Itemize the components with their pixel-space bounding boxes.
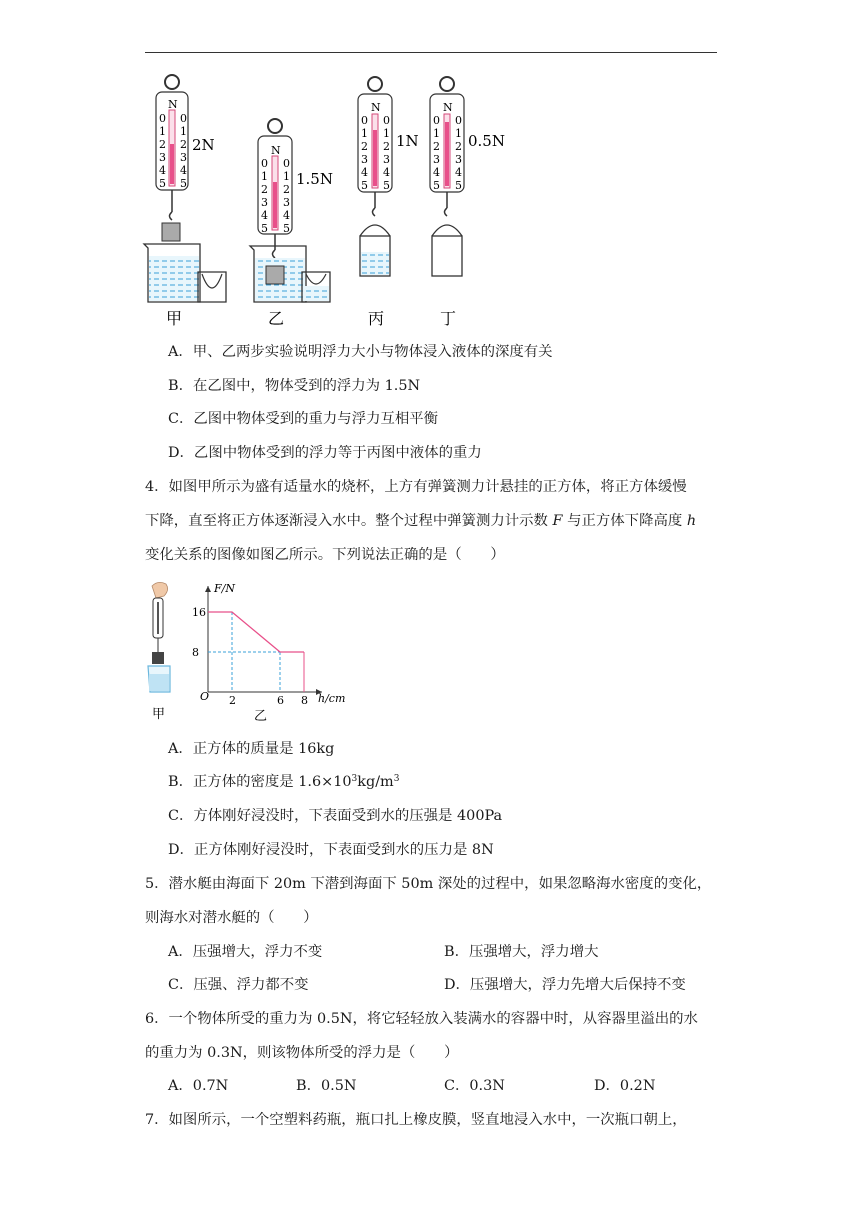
hand-scale-illustration <box>148 582 170 722</box>
q4-option-b[interactable]: B．正方体的密度是 $1.6\times 10^3kg/m^3$ <box>168 774 400 790</box>
svg-text:1: 1 <box>261 170 268 183</box>
reading-ding: 0.5N <box>468 132 505 150</box>
reading-jia: 2N <box>192 136 215 154</box>
svg-text:4: 4 <box>159 164 166 177</box>
scale-ding <box>430 77 505 328</box>
svg-text:3: 3 <box>361 153 368 166</box>
svg-text:0: 0 <box>261 157 268 170</box>
svg-text:1: 1 <box>455 127 462 140</box>
y-tick-label: 8 <box>192 646 199 659</box>
scale-jia <box>144 75 226 328</box>
svg-text:5: 5 <box>261 222 268 235</box>
svg-text:5: 5 <box>159 177 166 190</box>
svg-text:5: 5 <box>283 222 290 235</box>
svg-text:3: 3 <box>283 196 290 209</box>
header-rule <box>145 52 717 53</box>
svg-text:1: 1 <box>283 170 290 183</box>
x-tick-label: 2 <box>229 694 236 707</box>
q4-stem-line3: 变化关系的图像如图乙所示。下列说法正确的是（ ） <box>145 547 505 563</box>
q7-stem-line1: 7．如图所示，一个空塑料药瓶，瓶口扎上橡皮膜，竖直地浸入水中，一次瓶口朝上， <box>145 1112 687 1128</box>
svg-text:2: 2 <box>383 140 390 153</box>
q5-option-c[interactable]: C．压强、浮力都不变 <box>168 977 309 993</box>
svg-text:5: 5 <box>383 179 390 192</box>
q6-option-c[interactable]: C．0.3N <box>444 1078 505 1094</box>
q5-option-d[interactable]: D．压强增大，浮力先增大后保持不变 <box>444 977 686 993</box>
svg-text:2: 2 <box>361 140 368 153</box>
svg-text:2: 2 <box>283 183 290 196</box>
svg-text:0: 0 <box>180 112 187 125</box>
q3-option-a[interactable]: A．甲、乙两步实验说明浮力大小与物体浸入液体的深度有关 <box>168 344 553 360</box>
svg-text:0: 0 <box>433 114 440 127</box>
force-height-chart <box>192 582 345 724</box>
y-axis-label: F/N <box>214 582 235 595</box>
q3-option-c[interactable]: C．乙图中物体受到的重力与浮力互相平衡 <box>168 411 439 427</box>
svg-text:1: 1 <box>361 127 368 140</box>
svg-text:3: 3 <box>180 151 187 164</box>
q4-figure <box>138 580 358 725</box>
svg-text:3: 3 <box>455 153 462 166</box>
svg-text:0: 0 <box>455 114 462 127</box>
svg-text:4: 4 <box>361 166 368 179</box>
svg-text:4: 4 <box>455 166 462 179</box>
q6-option-b[interactable]: B．0.5N <box>296 1078 357 1094</box>
svg-text:4: 4 <box>283 209 290 222</box>
q5-stem-line1: 5．潜水艇由海面下 20m 下潜到海面下 50m 深处的过程中，如果忽略海水密度的变化， <box>145 876 712 892</box>
svg-text:2: 2 <box>433 140 440 153</box>
q4-option-d[interactable]: D．正方体刚好浸没时，下表面受到水的压力是 8N <box>168 842 494 858</box>
svg-text:3: 3 <box>433 153 440 166</box>
y-tick-label: 16 <box>192 606 206 619</box>
svg-text:N: N <box>271 144 281 157</box>
q3-option-d[interactable]: D．乙图中物体受到的浮力等于丙图中液体的重力 <box>168 445 482 461</box>
q5-option-b[interactable]: B．压强增大，浮力增大 <box>444 944 599 960</box>
svg-text:4: 4 <box>180 164 187 177</box>
svg-text:1: 1 <box>383 127 390 140</box>
svg-text:5: 5 <box>433 179 440 192</box>
svg-text:2: 2 <box>455 140 462 153</box>
origin-label: O <box>200 690 210 703</box>
label-jia-2: 甲 <box>152 707 166 722</box>
svg-text:3: 3 <box>383 153 390 166</box>
svg-text:0: 0 <box>283 157 290 170</box>
label-yi: 乙 <box>268 309 285 328</box>
svg-text:2: 2 <box>261 183 268 196</box>
q6-option-a[interactable]: A．0.7N <box>168 1078 229 1094</box>
q6-stem-line1: 6．一个物体所受的重力为 0.5N，将它轻轻放入装满水的容器中时，从容器里溢出的水 <box>145 1011 698 1027</box>
series-line <box>208 612 304 652</box>
reading-bing: 1N <box>396 132 419 150</box>
svg-text:4: 4 <box>433 166 440 179</box>
y-axis-arrow-icon <box>205 586 211 592</box>
q4-stem-line2: 下降，直至将正方体逐渐浸入水中。整个过程中弹簧测力计示数 F 与正方体下降高度 h <box>145 513 697 529</box>
svg-text:1: 1 <box>159 125 166 138</box>
label-bing: 丙 <box>368 309 385 328</box>
svg-text:3: 3 <box>159 151 166 164</box>
svg-text:1: 1 <box>180 125 187 138</box>
svg-text:N: N <box>371 101 381 114</box>
x-axis-label: h/cm <box>318 692 346 705</box>
label-jia: 甲 <box>166 309 183 328</box>
svg-text:3: 3 <box>261 196 268 209</box>
q4-option-c[interactable]: C．方体刚好浸没时，下表面受到水的压强是 400Pa <box>168 808 503 824</box>
label-ding: 丁 <box>440 309 457 328</box>
x-tick-label: 8 <box>301 694 308 707</box>
svg-text:N: N <box>443 101 453 114</box>
q4-option-a[interactable]: A．正方体的质量是 16kg <box>168 741 335 757</box>
svg-text:0: 0 <box>159 112 166 125</box>
scale-bing <box>358 77 419 328</box>
label-yi-2: 乙 <box>254 709 268 724</box>
svg-text:5: 5 <box>455 179 462 192</box>
q6-option-d[interactable]: D．0.2N <box>594 1078 656 1094</box>
svg-text:0: 0 <box>383 114 390 127</box>
svg-text:2: 2 <box>180 138 187 151</box>
q3-option-b[interactable]: B．在乙图中，物体受到的浮力为 1.5N <box>168 378 421 394</box>
svg-text:5: 5 <box>361 179 368 192</box>
q6-stem-line2: 的重力为 0.3N，则该物体所受的浮力是（ ） <box>145 1045 459 1061</box>
svg-text:1: 1 <box>433 127 440 140</box>
reading-yi: 1.5N <box>296 170 333 188</box>
q4-stem-line1: 4．如图甲所示为盛有适量水的烧杯，上方有弹簧测力计悬挂的正方体，将正方体缓慢 <box>145 479 687 495</box>
scale-yi <box>250 119 333 328</box>
svg-text:0: 0 <box>361 114 368 127</box>
svg-text:2: 2 <box>159 138 166 151</box>
q5-stem-line2: 则海水对潜水艇的（ ） <box>145 910 318 926</box>
x-tick-label: 6 <box>277 694 284 707</box>
svg-text:4: 4 <box>261 209 268 222</box>
q5-option-a[interactable]: A．压强增大，浮力不变 <box>168 944 323 960</box>
scale-N: N <box>168 98 178 111</box>
svg-text:4: 4 <box>383 166 390 179</box>
spring-scale-figure <box>130 66 550 338</box>
svg-text:5: 5 <box>180 177 187 190</box>
